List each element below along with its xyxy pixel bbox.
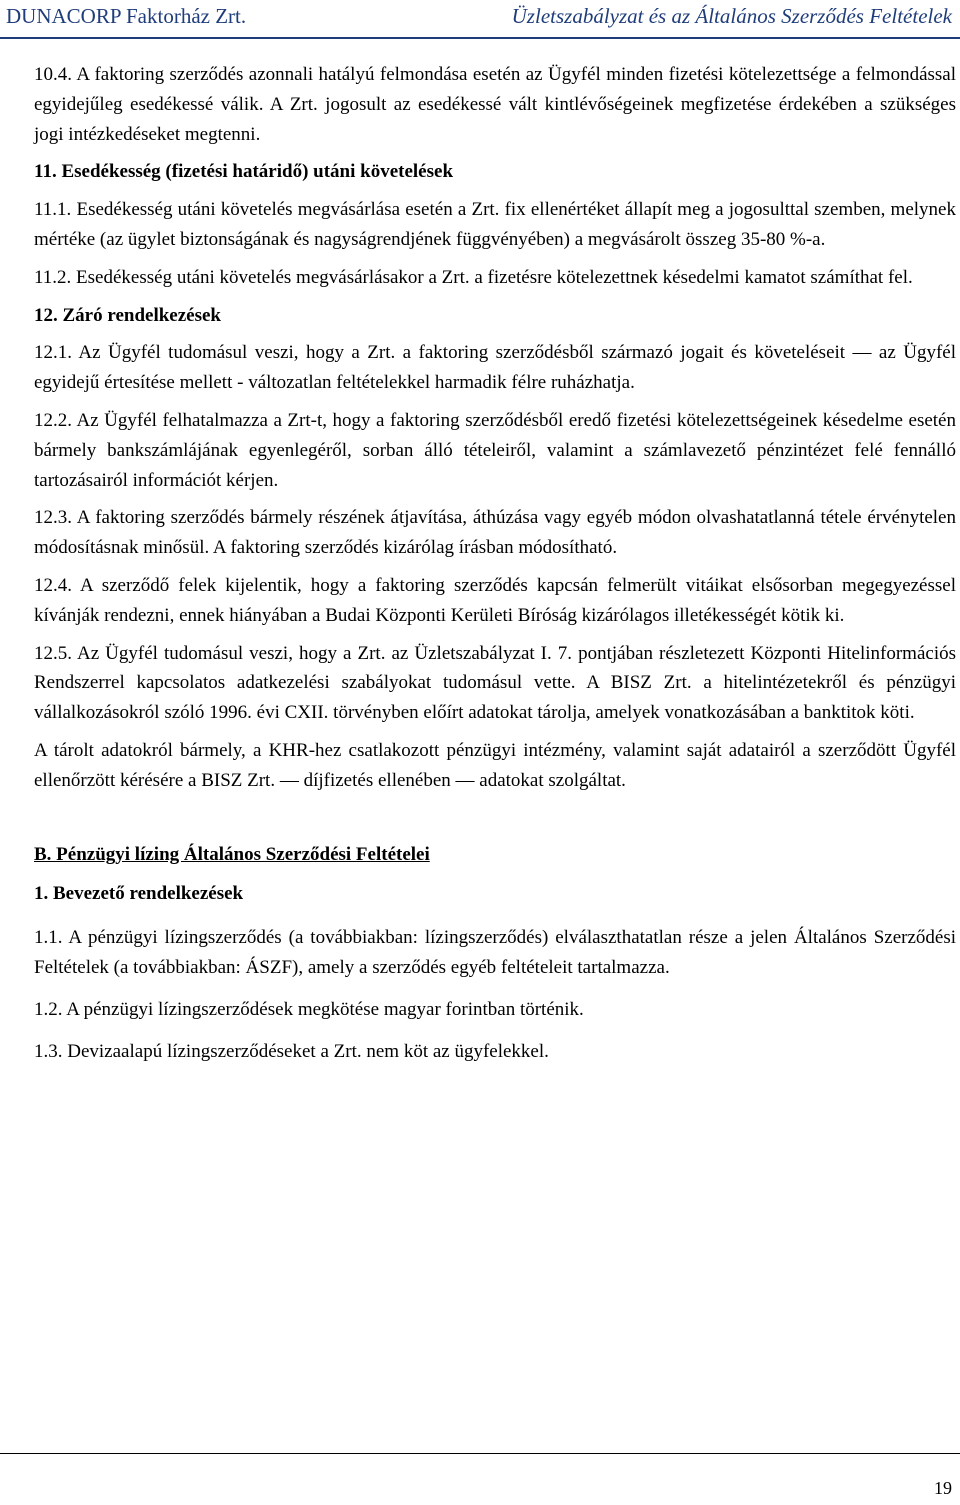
paragraph-10-4: 10.4. A faktoring szerződés azonnali hatályú felmondása esetén az Ügyfél minden fizetési kötelezettsége a felmondással egyidejűleg esedékessé válik. A Zrt. jogosult az esedékessé vált kintlévőségeinek megfizetése érdekében a szükséges jogi intézkedéseket megtenni. — [34, 64, 956, 145]
heading-12: 12. Záró rendelkezések — [34, 304, 221, 326]
paragraph-b-1-2: 1.2. A pénzügyi lízingszerződések megkötése magyar forintban történik. — [34, 998, 584, 1020]
paragraph-b-1-3: 1.3. Devizaalapú lízingszerződéseket a Zrt. nem köt az ügyfelekkel. — [34, 1040, 549, 1062]
paragraph-12-2: 12.2. Az Ügyfél felhatalmazza a Zrt-t, hogy a faktoring szerződésből eredő fizetési kötelezettségeinek késedelme esetén bármely bankszámlájának egyenlegéről, sorban álló tételeiről, valamint a számlavezető pénzintézet felé fennálló tartozásairól információt kérjen. — [34, 409, 956, 491]
paragraph-12-5-continued: A tárolt adatokról bármely, a KHR-hez csatlakozott pénzügyi intézmény, valamint saját adatairól a szerződött Ügyfél ellenőrzött kérésére a BISZ Zrt. — díjfizetés ellenében — adatokat szolgáltat. — [34, 739, 956, 791]
page-number: 19 — [934, 1478, 952, 1498]
paragraph-12-4: 12.4. A szerződő felek kijelentik, hogy a faktoring szerződés kapcsán felmerült vitáikat elsősorban megegyezéssel kívánják rendezni, ennek hiányában a Budai Központi Kerületi Bíróság kizárólagos illetékességét kötik ki. — [34, 574, 956, 626]
document-body — [34, 60, 956, 1074]
heading-11: 11. Esedékesség (fizetési határidő) utáni követelések — [34, 161, 454, 183]
paragraph-12-3: 12.3. A faktoring szerződés bármely részének átjavítása, áthúzása vagy egyéb módon olvashatatlanná tétele érvénytelen módosításnak minősül. A faktoring szerződés kizárólag írásban módosítható. — [34, 507, 956, 559]
header-company: DUNACORP Faktorház Zrt. — [6, 4, 247, 28]
paragraph-11-1: 11.1. Esedékesség utáni követelés megvásárlása esetén a Zrt. fix ellenértéket állapít meg a jogosulttal szemben, melynek mértéke (az ügylet biztonságának és nagyságrendjének függvényében) a megvásárolt összeg 35-80 %-a. — [34, 199, 956, 250]
paragraph-b-1-1: 1.1. A pénzügyi lízingszerződés (a továbbiakban: lízingszerződés) elválaszthatatlan része a jelen Általános Szerződési Feltételek (a továbbiakban: ÁSZF), amely a szerződés egyéb feltételeit tartalmazza. — [34, 927, 956, 978]
page-header — [0, 0, 960, 40]
header-rule — [0, 37, 960, 39]
heading-b-1: 1. Bevezető rendelkezések — [34, 883, 244, 905]
section-spacer — [34, 804, 956, 840]
paragraph-11-2: 11.2. Esedékesség utáni követelés megvásárlásakor a Zrt. a fizetésre kötelezettnek késedelmi kamatot számíthat fel. — [34, 266, 913, 288]
heading-section-b: B. Pénzügyi lízing Általános Szerződési Feltételei — [34, 843, 430, 865]
paragraph-12-1: 12.1. Az Ügyfél tudomásul veszi, hogy a Zrt. a faktoring szerződésből származó jogait és követeléseit — az Ügyfél egyidejű értesítése mellett - változatlan feltételekkel harmadik félre ruházhatja. — [34, 342, 956, 394]
paragraph-12-5: 12.5. Az Ügyfél tudomásul veszi, hogy a Zrt. az Üzletszabályzat I. 7. pontjában részletezett Központi Hitelinformációs Rendszerrel kapcsolatos adatkezelési szabályokat tudomásul vette. A BISZ Zrt. a hitelintézetekről és pénzügyi vállalkozásokról szóló 1996. évi CXII. törvényben előírt adatokat tárolja, amelyek vonatkozásában a banktitok köti. — [34, 642, 956, 724]
header-doc-title: Üzletszabályzat és az Általános Szerződés Feltételek — [511, 4, 952, 28]
footer-rule — [0, 1453, 960, 1454]
